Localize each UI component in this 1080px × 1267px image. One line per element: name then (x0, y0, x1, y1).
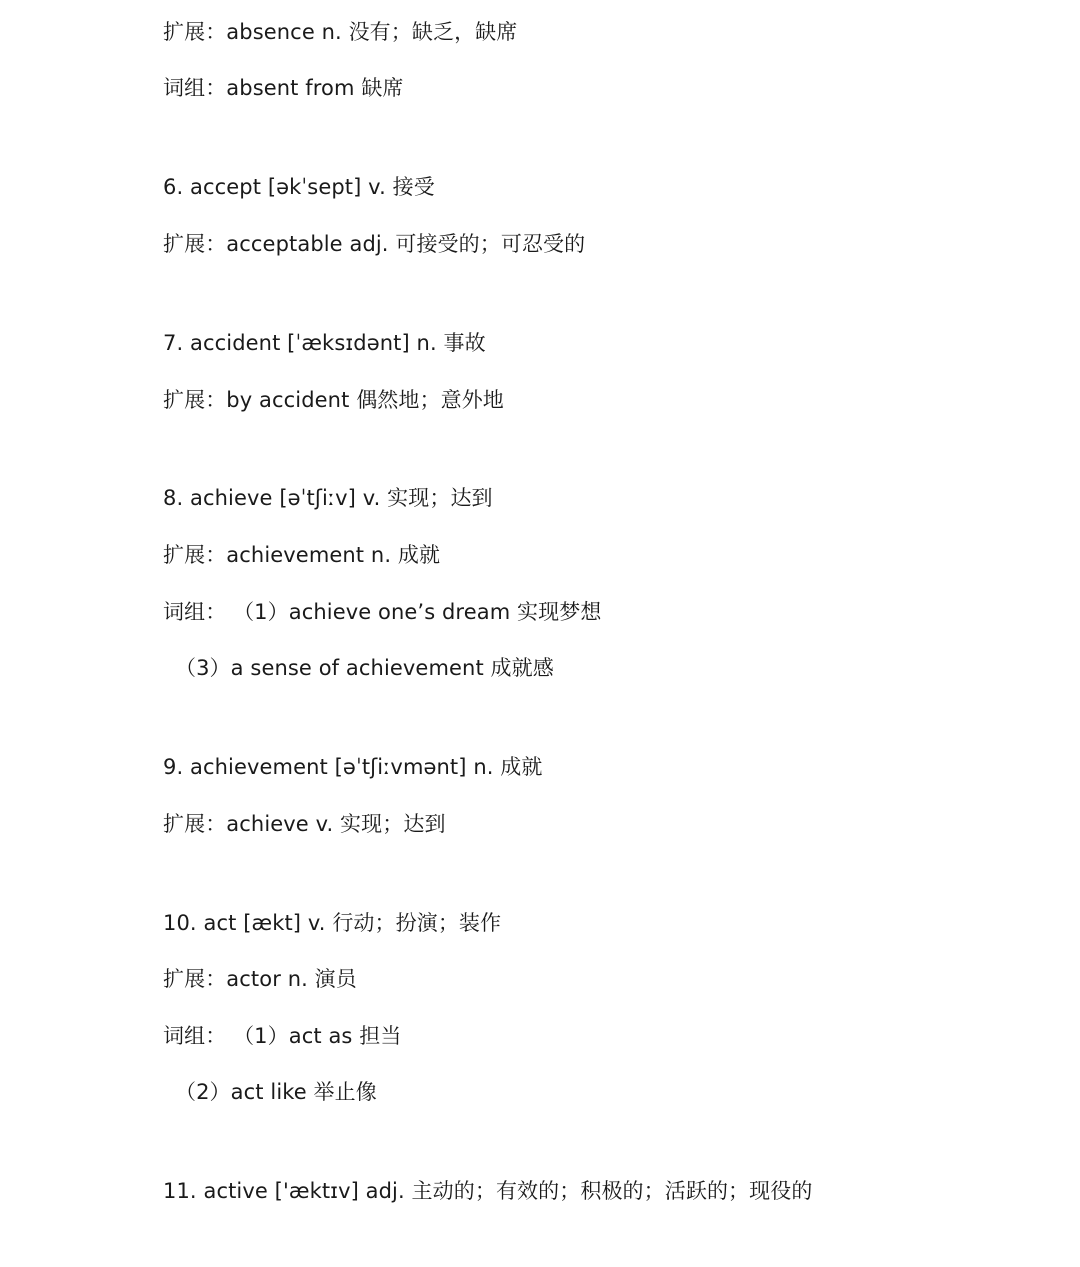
entry-line: （3）a sense of achievement 成就感 (175, 656, 554, 680)
entry-heading: 11. active ['æktɪv] adj. 主动的；有效的；积极的；活跃的；现役的 (163, 1179, 813, 1203)
entry-heading: 6. accept [əkˈsept] v. 接受 (163, 175, 435, 199)
entry-heading: 7. accident [ˈæksɪdənt] n. 事故 (163, 331, 486, 355)
entry-line: 扩展：absence n. 没有；缺乏，缺席 (163, 20, 518, 44)
entry-line: 扩展：achieve v. 实现；达到 (163, 812, 446, 836)
entry-line: （2）act like 举止像 (175, 1080, 377, 1104)
entry-line: 词组： （1）achieve one’s dream 实现梦想 (163, 600, 602, 624)
entry-line: 词组： （1）act as 担当 (163, 1024, 402, 1048)
entry-line: 扩展：actor n. 演员 (163, 967, 357, 991)
entry-line: 扩展：acceptable adj. 可接受的；可忍受的 (163, 232, 586, 256)
entry-heading: 8. achieve [əˈtʃiːv] v. 实现；达到 (163, 486, 493, 510)
entry-heading: 9. achievement [əˈtʃiːvmənt] n. 成就 (163, 755, 543, 779)
entry-line: 词组：absent from 缺席 (163, 76, 404, 100)
entry-heading: 10. act [ækt] v. 行动；扮演；装作 (163, 911, 502, 935)
entry-line: 扩展：by accident 偶然地；意外地 (163, 388, 504, 412)
entry-line: 扩展：achievement n. 成就 (163, 543, 441, 567)
